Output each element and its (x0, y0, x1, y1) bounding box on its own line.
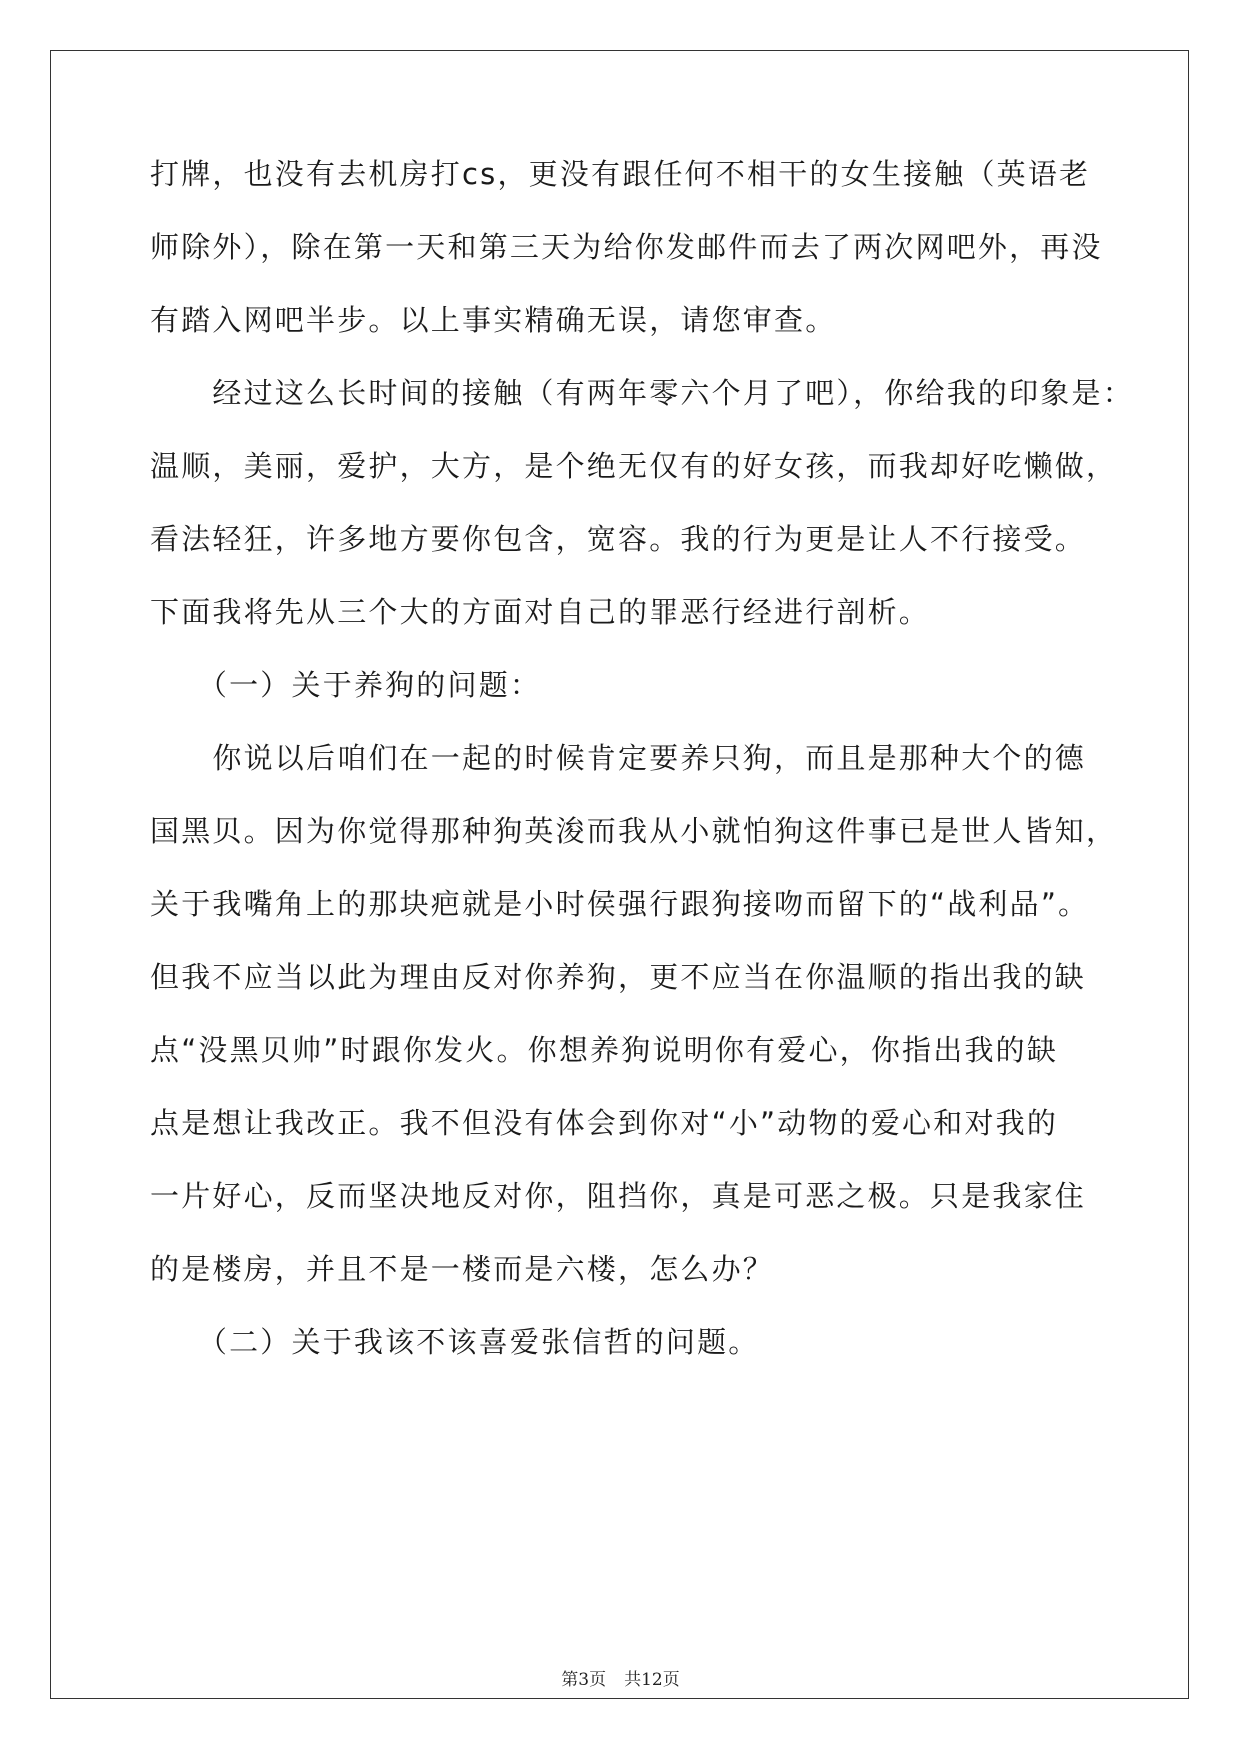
text-line: 关于我嘴角上的那块疤就是小时侯强行跟狗接吻而留下的“战利品”。 (150, 887, 1090, 921)
text-line: 温顺，美丽，爱护，大方，是个绝无仅有的好女孩，而我却好吃懒做， (150, 449, 1118, 483)
page-total: 共12页 (624, 1670, 680, 1690)
text-line: 国黑贝。因为你觉得那种狗英浚而我从小就怕狗这件事已是世人皆知， (150, 814, 1118, 848)
text-line: 一片好心，反而坚决地反对你，阻挡你，真是可恶之极。只是我家住 (150, 1179, 1087, 1213)
section-heading: （二）关于我该不该喜爱张信哲的问题。 (150, 1325, 760, 1359)
text-line: 师除外），除在第一天和第三天为给你发邮件而去了两次网吧外，再没 (150, 230, 1103, 264)
text-line: 经过这么长时间的接触（有两年零六个月了吧），你给我的印象是： (150, 376, 1134, 410)
page-footer (0, 1665, 1241, 1690)
text-line: 点“没黑贝帅”时跟你发火。你想养狗说明你有爱心，你指出我的缺 (150, 1033, 1059, 1067)
text-line: 你说以后咱们在一起的时候肯定要养只狗，而且是那种大个的德 (150, 741, 1087, 775)
text-line: 下面我将先从三个大的方面对自己的罪恶行经进行剖析。 (150, 595, 931, 629)
text-line: 打牌，也没有去机房打cs，更没有跟任何不相干的女生接触（英语老 (150, 157, 1091, 191)
text-line: 有踏入网吧半步。以上事实精确无误，请您审查。 (150, 303, 837, 337)
text-line: 但我不应当以此为理由反对你养狗，更不应当在你温顺的指出我的缺 (150, 960, 1087, 994)
page-number: 第3页 (561, 1670, 607, 1690)
text-line: 看法轻狂，许多地方要你包含，宽容。我的行为更是让人不行接受。 (150, 522, 1087, 556)
text-line: 的是楼房，并且不是一楼而是六楼，怎么办？ (150, 1252, 775, 1286)
section-heading: （一）关于养狗的问题： (150, 668, 542, 702)
text-line: 点是想让我改正。我不但没有体会到你对“小”动物的爱心和对我的 (150, 1106, 1059, 1140)
